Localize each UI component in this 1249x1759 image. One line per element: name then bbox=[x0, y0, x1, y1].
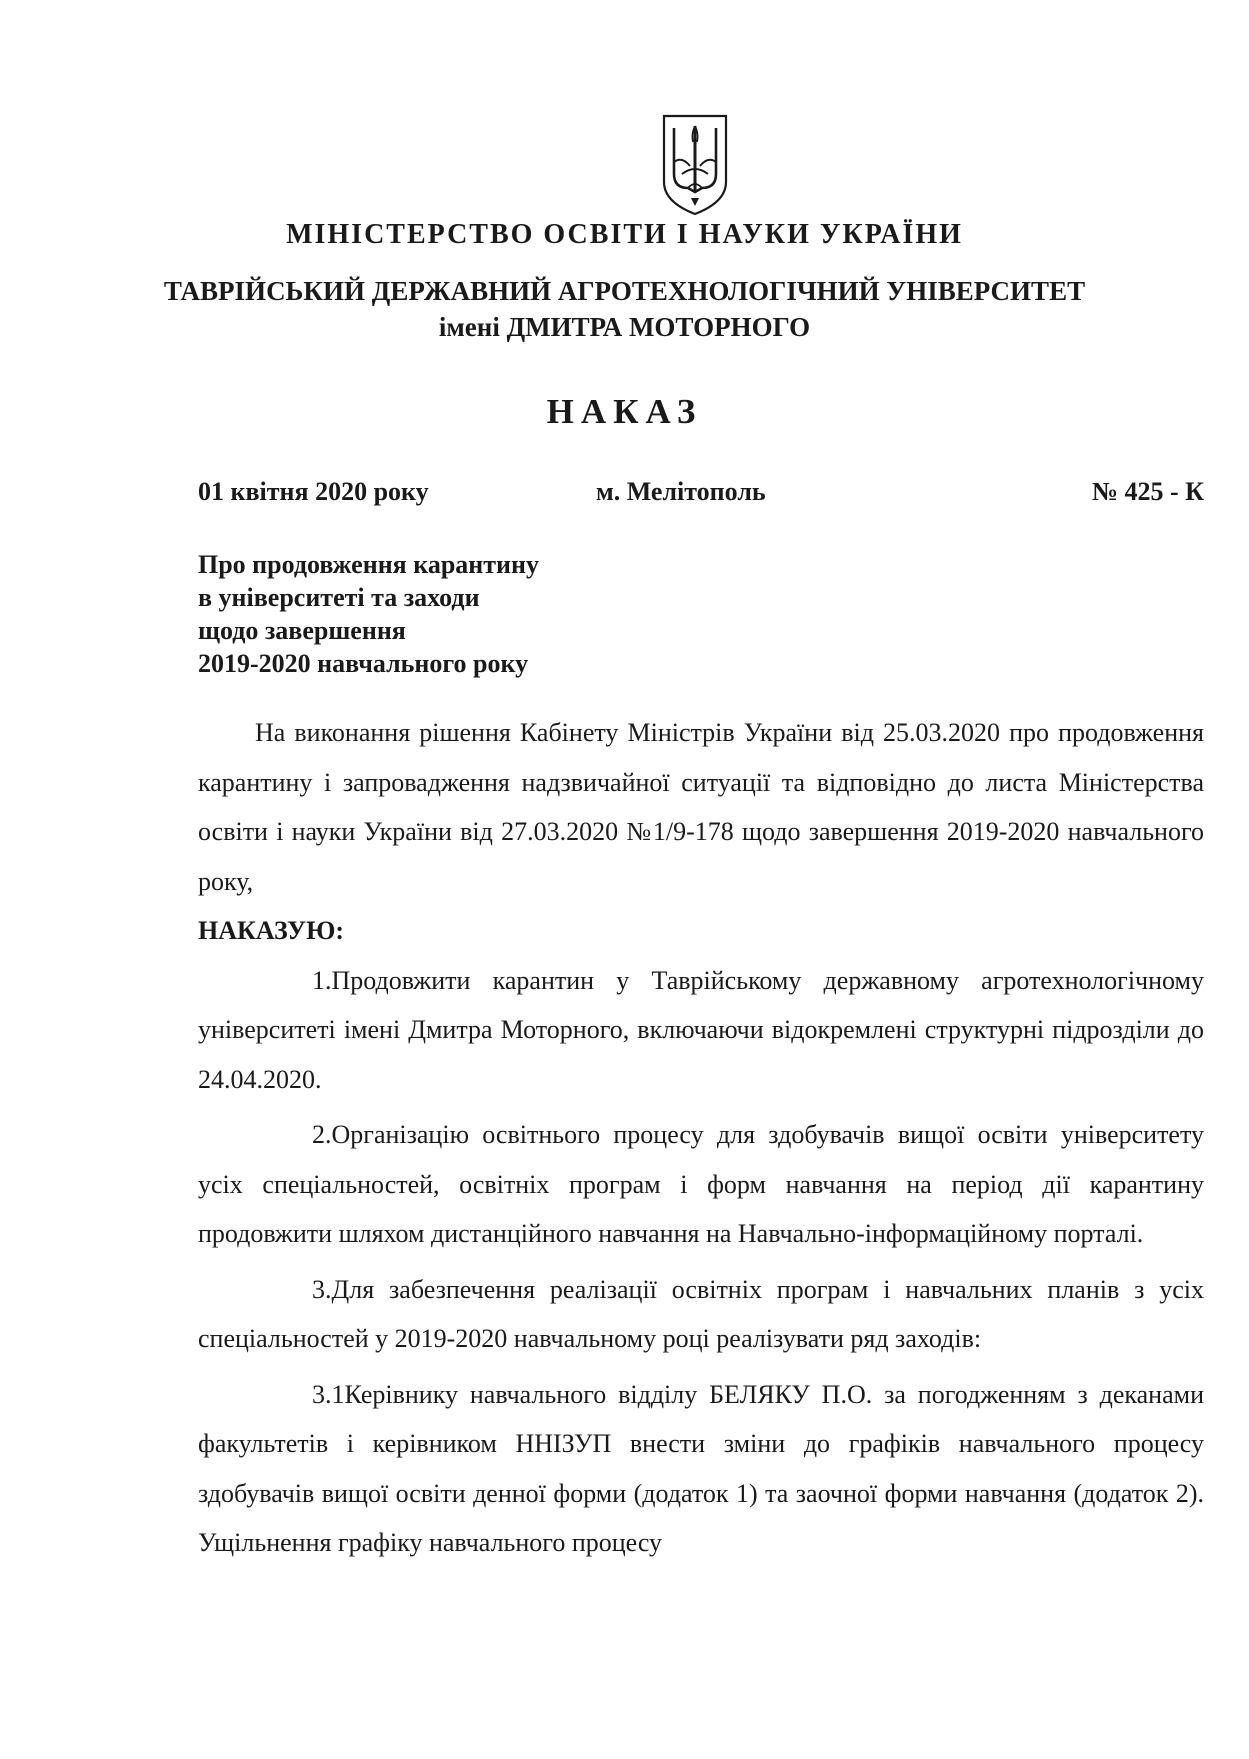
order-item bbox=[198, 1110, 1204, 1259]
subject-line: 2019-2020 навчального року bbox=[198, 649, 529, 678]
item-text: Для забезпечення реалізації освітніх програм і навчальних планів з усіх спеціальностей у 2019-2020 навчальному році реалізувати ряд заходів: bbox=[198, 1274, 1204, 1353]
order-item bbox=[198, 1265, 1204, 1364]
university-heading: ТАВРІЙСЬКИЙ ДЕРЖАВНИЙ АГРОТЕХНОЛОГІЧНИЙ УНІВЕРСИТЕТ bbox=[163, 276, 1086, 306]
preamble-paragraph: На виконання рішення Кабінету Міністрів України від 25.03.2020 про продовження карантину і запровадження надзвичайної ситуації та відповідно до листа Міністерства освіти і науки України від 27.03.2020 №1/9-178 щодо завершення 2019-2020 навчального року, bbox=[198, 718, 1204, 896]
order-item bbox=[198, 1370, 1204, 1568]
document-type-title: НАКАЗ bbox=[546, 392, 703, 431]
subject-line: в університеті та заходи bbox=[198, 583, 480, 612]
item-number: 3. bbox=[312, 1274, 332, 1304]
ministry-heading: МІНІСТЕРСТВО ОСВІТИ І НАУКИ УКРАЇНИ bbox=[286, 219, 963, 250]
item-number: 3.1 bbox=[312, 1379, 345, 1409]
order-number: № 425 - К bbox=[1091, 477, 1204, 506]
order-item bbox=[198, 956, 1204, 1105]
item-text: Організацію освітнього процесу для здобувачів вищої освіти університету усіх спеціальностей, освітніх програм і форм навчання на період дії карантину продовжити шляхом дистанційного навчання на Навчально-інформаційному порталі. bbox=[198, 1120, 1204, 1248]
decree-heading: НАКАЗУЮ: bbox=[198, 916, 345, 945]
subject-line: щодо завершення bbox=[198, 616, 406, 645]
university-named-heading: імені ДМИТРА МОТОРНОГО bbox=[438, 312, 811, 342]
item-text: Продовжити карантин у Таврійському державному агротехнологічному університеті імені Дмитра Моторного, включаючи відокремлені структурні підрозділи до 24.04.2020. bbox=[198, 965, 1204, 1094]
item-number: 1. bbox=[312, 965, 332, 995]
item-text: Керівнику навчального відділу БЕЛЯКУ П.О. за погодженням з деканами факультетів і керівником ННІЗУП внести зміни до графіків навчального процесу здобувачів вищої освіти денної форми (додаток 1) та заочної форми навчання (додаток 2). Ущільнення графіку навчального процесу bbox=[198, 1379, 1204, 1557]
order-subject bbox=[198, 548, 539, 680]
item-number: 2. bbox=[312, 1120, 332, 1149]
order-city: м. Мелітополь bbox=[596, 477, 766, 506]
order-date: 01 квітня 2020 року bbox=[198, 477, 429, 506]
order-body bbox=[198, 708, 1204, 1568]
subject-line: Про продовження карантину bbox=[198, 550, 540, 579]
trident-emblem-icon bbox=[660, 112, 730, 218]
